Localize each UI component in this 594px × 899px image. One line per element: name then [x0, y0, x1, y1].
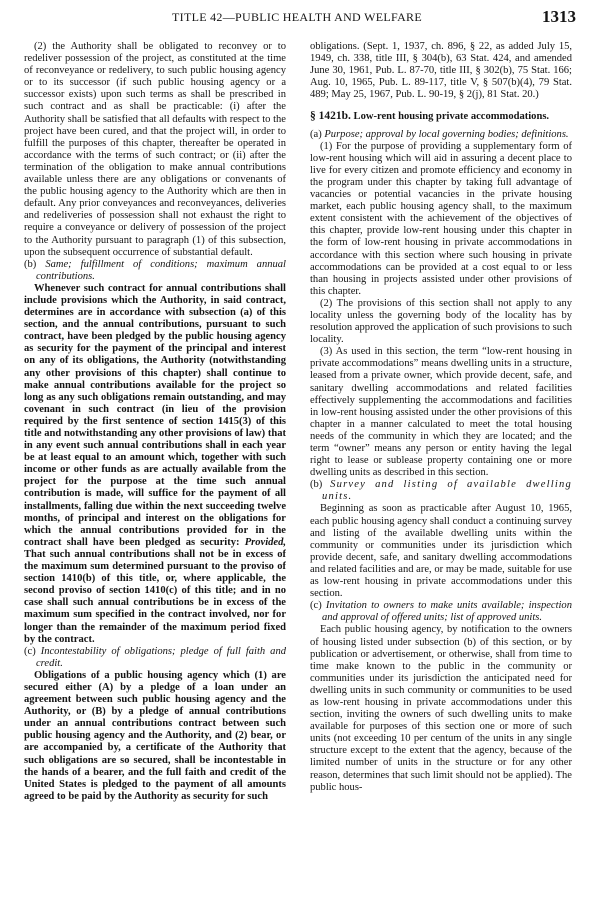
page-number: 1313 — [542, 7, 576, 26]
right-column — [310, 41, 572, 893]
subsection-c-heading — [24, 646, 286, 670]
paragraph-a1: (1) For the purpose of providing a supplementary form of low-rent housing which will aid in assuring a decent place to live for every citizen and promote efficiency and economy in the program under this chapter by taking full advantage of vacancies or potential vacancies in the private housing market, each public housing agency shall, to the maximum extent consistent with the achievement of the objectives of this chapter, provide low-rent housing under this chapter in the form of low-rent housing in private accommodations in accordance with this section where such housing in private accommodations can be provided at a cost equal to or less than housing in projects assisted under other provisions of this chapter. — [310, 140, 572, 297]
section-number: § 1421b. — [310, 110, 351, 123]
subsection-b-number: (b) — [24, 258, 37, 270]
subsection-c-number: (c) — [24, 645, 36, 657]
subsection-b-body: Whenever such contract for annual contributions shall include provisions which the Authority, in said contract, determines are in accordance with subsection (a) of this section, and the annual contributions, pursuant to such contract, have been pledged by the public housing agency as security for the payment of the principal and interest on any of its obligations, the Authority (notwithstanding any other provisions of this chapter) shall continue to make annual contributions available for the project so long as any such obligations remain outstanding, and may covenant in such contract (in lieu of the provision required by the first sentence of section 1415(3) of this title and notwithstanding any other provisions of law) that in any event such annual contributions shall in each year be at least equal to an amount which, together with such income or other funds as are actually available from the project for the purpose at the time such annual contribution is made, will suffice for the payment of all installments, falling due within the next succeeding twelve months, of principal and interest on the obligations for which the annual contributions provided for in the contract shall have been pledged as security: — [24, 282, 286, 548]
subsection-c-number-right: (c) — [310, 600, 322, 612]
subsection-b-heading-right — [310, 479, 572, 503]
paragraph-a2-reconveyance: (2) the Authority shall be obligated to reconvey or to redeliver possession of the project, as constituted at the time of reconveyance or redelivery, to such public housing agency or to its successor (if such public housing agency or a successor exists) upon such terms as shall be prescribed in such contract and as shall be practicable: (i) after the Authority shall be satisfied that all defaults with respect to the project have been cured, and that the project will, in order to fulfill the purposes of this chapter, thereafter be operated in accordance with the terms of such contract; or (ii) after the termination of the obligation to make annual contributions available unless there are any obligations or convenants of the public housing agency to the Authority which are then in default. Any prior conveyances and reconveyances, deliveries and redeliveries of possession shall not exhaust the right to require a conveyance or delivery of possession of the project to the Authority pursuant to paragraph (1) of this subsection, upon the subsequent occurrence of substantial default. — [24, 41, 286, 258]
left-column — [24, 41, 286, 893]
subsection-b-heading — [24, 259, 286, 283]
subsection-b-title-right: Survey and listing of available dwelling units. — [322, 479, 572, 503]
subsection-a-number: (a) — [310, 128, 322, 140]
subsection-b-title: Same; fulfillment of conditions; maximum annual contributions. — [36, 258, 286, 282]
page-header — [0, 7, 594, 29]
subsection-c-text-right: Each public housing agency, by notification to the owners of housing listed under subsection (b) of this section, or by publication or advertisement, or otherwise, shall from time to time make known to the public in the community or communities under its jurisdiction the anticipated need for dwelling units in such community or communities to be used as low-rent housing in private accommodations under this section, inviting the owners of such dwelling units to make available for purposes of this section one or more of such units (not exceeding 10 per centum of the units in any single structure except to the extent that the agency, because of the limited number of units in the structure or for any other reason, determines that such limit should not be applied). The public hous- — [310, 624, 572, 793]
source-credit: obligations. (Sept. 1, 1937, ch. 896, § 22, as added July 15, 1949, ch. 338, title III, § 304(b), 63 Stat. 424, and amended June 30, 1961, Pub. L. 87-70, title III, § 302(b), 75 Stat. 166; Aug. 10, 1965, Pub. L. 89-117, title V, § 507(b)(4), 79 Stat. 489; May 25, 1967, Pub. L. 90-19, § 2(j), 81 Stat. 20.) — [310, 41, 572, 101]
paragraph-a2: (2) The provisions of this section shall not apply to any locality unless the governing body of the locality has by resolution approved the application of such provisions to such locality. — [310, 297, 572, 346]
subsection-a-heading — [310, 129, 572, 141]
subsection-c-title-right: Invitation to owners to make units available; inspection and approval of offered units; list of approved units. — [322, 600, 572, 624]
proviso-word: Provided, — [244, 536, 286, 548]
subsection-b-text-right: Beginning as soon as practicable after August 10, 1965, each public housing agency shall conduct a continuing survey and listing of the available dwelling units within the community or communities under its jurisdiction which provide decent, safe, and sanitary dwelling accommodations and related facilities and are, or may be made, suitable for use as low-rent housing in private accommodations under this section. — [310, 503, 572, 600]
subsection-c-title: Incontestability of obligations; pledge of full faith and credit. — [36, 645, 286, 669]
subsection-b-body-rest: That such annual contributions shall not be in excess of the maximum sum determined pursuant to the proviso of section 1410(b) of this title, or, where applicable, the second proviso of section 1410(c) of this title; and in no case shall such annual contributions be in excess of the maximum sum specified in the contract involved, nor for longer than the remainder of the maximum period fixed by the contract. — [24, 548, 286, 645]
section-heading — [310, 110, 572, 123]
paragraph-a3: (3) As used in this section, the term “low-rent housing in private accommodations” means dwelling units in a structure, leased from a private owner, which provide decent, safe, and sanitary dwelling accommodations and related facilities effectively supplementing the accommodations and facilities in low-rent housing assisted under the other provisions of this chapter in a manner calculated to meet the total housing needs of the community in which they are located; and the term “owner” means any person or entity having the legal right to lease or sublease property containing one or more dwelling units as described in this section. — [310, 346, 572, 479]
running-head: TITLE 42—PUBLIC HEALTH AND WELFARE — [172, 10, 422, 24]
subsection-b-number-right: (b) — [310, 479, 323, 491]
subsection-c-heading-right — [310, 600, 572, 624]
subsection-a-title: Purpose; approval by local governing bodies; definitions. — [324, 128, 569, 140]
subsection-b-text — [24, 283, 286, 646]
section-title: Low-rent housing private accommodations. — [353, 111, 550, 123]
subsection-c-text: Obligations of a public housing agency which (1) are secured either (A) by a pledge of a loan under an agreement between such public housing agency and the Authority, or (B) by a pledge of annual contributions under an annual contributions contract between such public housing agency and the Authority, and (2) bear, or are accompanied by, a certificate of the Authority that such obligations are so secured, shall be incontestable in the hands of a bearer, and the full faith and credit of the United States is pledged to the payment of all amounts agreed to be paid by the Authority as security for such — [24, 669, 286, 802]
